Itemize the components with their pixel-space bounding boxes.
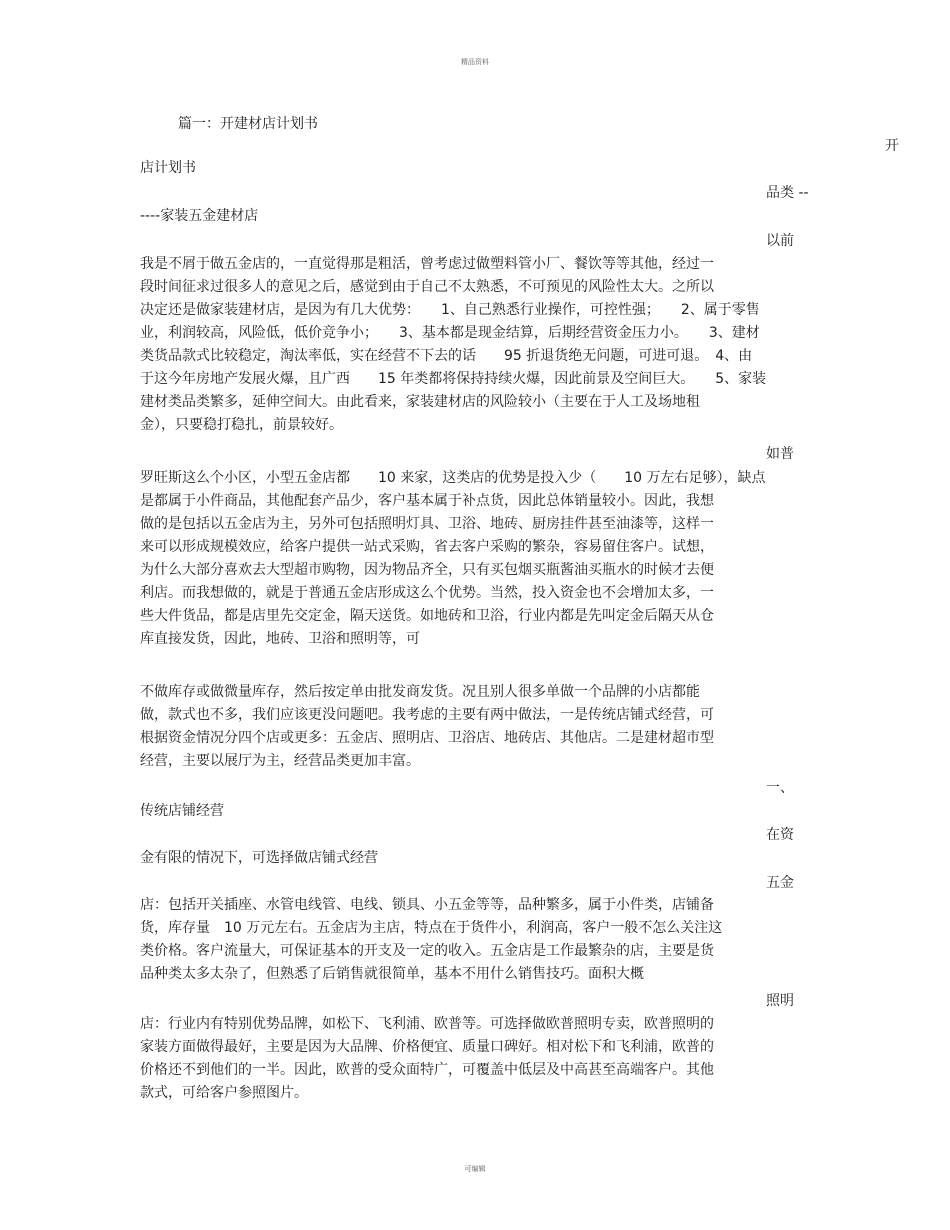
document-title: 篇一：开建材店计划书	[178, 116, 318, 132]
paragraph-line: 利店。而我想做的，就是于普通五金店形成这么个优势。当然，投入资金也不会增加太多，一	[140, 585, 714, 601]
paragraph-line: 类价格。客户流量大，可保证基本的开支及一定的收入。五金店是工作最繁杂的店，主要是货	[140, 943, 714, 959]
paragraph-line: 为什么大部分喜欢去大型超市购物，因为物品齐全，只有买包烟买瓶酱油买瓶水的时候才去便	[140, 562, 714, 578]
paragraph-line: 建材类品类繁多，延伸空间大。由此看来，家装建材店的风险较小（主要在于人工及场地租	[140, 394, 700, 410]
paragraph-line: 品种类太多太杂了，但熟悉了后销售就很简单，基本不用什么销售技巧。面积大概	[140, 966, 644, 982]
margin-note-pinlei: 品类 --	[766, 185, 809, 201]
paragraph-line: 于这今年房地产发展火爆，且广西 15 年类都将保持持续火爆，因此前景及空间巨大。 5、家装	[140, 371, 767, 387]
paragraph-line: 业，利润较高，风险低，低价竞争小； 3、基本都是现金结算，后期经营资金压力小。 3、建材	[140, 325, 760, 341]
paragraph-line: 是都属于小件商品，其他配套产品少，客户基本属于补点货，因此总体销量较小。因此，我想	[140, 493, 714, 509]
title-continuation: 店计划书	[140, 160, 196, 176]
paragraph-line: 经营，主要以展厅为主，经营品类更加丰富。	[140, 753, 420, 769]
paragraph-operation-modes	[140, 681, 740, 773]
page-header: 精品资料	[461, 58, 489, 66]
paragraph-line: 价格还不到他们的一半。因此，欧普的受众面特广，可覆盖中低层及中高甚至高端客户。其他	[140, 1062, 714, 1078]
paragraph-line: 金），只要稳打稳扎，前景较好。	[140, 417, 343, 433]
paragraph-line: 做的是包括以五金店为主，另外可包括照明灯具、卫浴、地砖、厨房挂件甚至油漆等，这样一	[140, 516, 714, 532]
paragraph-line: 我是不屑于做五金店的，一直觉得那是粗活，曾考虑过做塑料管小厂、餐饮等等其他，经过一	[140, 256, 714, 272]
page-footer: 可编辑	[464, 1165, 486, 1173]
paragraph-line: 来可以形成规模效应，给客户提供一站式采购，省去客户采购的繁杂，容易留住客户。试想，	[140, 539, 714, 555]
paragraph-line: 款式，可给客户参照图片。	[140, 1085, 308, 1101]
margin-note-rupu: 如普	[766, 446, 794, 462]
paragraph-line: 段时间征求过很多人的意见之后，感觉到由于自己不太熟悉，不可预见的风险性太大。之所以	[140, 279, 714, 295]
paragraph-line: 类货品款式比较稳定，淘汰率低，实在经营不下去的话 95 折退货绝无问题，可进可退。 4、由	[140, 348, 753, 364]
section-heading: 传统店铺经营	[140, 803, 224, 819]
margin-note-kai: 开	[885, 138, 899, 154]
paragraph-line: 家装方面做得最好，主要是因为大品牌、价格便宜、质量口碑好。相对松下和飞利浦，欧普的	[140, 1039, 714, 1055]
section-line: 金有限的情况下，可选择做店铺式经营	[140, 850, 378, 866]
paragraph-line: 库直接发货，因此，地砖、卫浴和照明等，可	[140, 631, 420, 647]
paragraph-line: 决定还是做家装建材店，是因为有几大优势： 1、自己熟悉行业操作，可控性强； 2、属于零售	[140, 302, 760, 318]
margin-note-zhaoming: 照明	[766, 993, 794, 1009]
paragraph-line: 根据资金情况分四个店或更多：五金店、照明店、卫浴店、地砖店、其他店。二是建材超市型	[140, 730, 714, 746]
margin-note-zaizi: 在资	[766, 827, 794, 843]
paragraph-competition	[140, 467, 766, 651]
paragraph-line: 不做库存或做微量库存，然后按定单由批发商发货。况且别人很多单做一个品牌的小店都能	[140, 684, 700, 700]
paragraph-line: 店：行业内有特别优势品牌，如松下、飞利浦、欧普等。可选择做欧普照明专卖，欧普照明的	[140, 1016, 714, 1032]
margin-note-wujin: 五金	[766, 875, 794, 891]
paragraph-line: 做，款式也不多，我们应该更没问题吧。我考虑的主要有两中做法，一是传统店铺式经营，可	[140, 707, 714, 723]
paragraph-hardware-store	[140, 894, 740, 986]
paragraph-lighting-store	[140, 1013, 740, 1105]
paragraph-line: 些大件货品，都是店里先交定金，隔天送货。如地砖和卫浴，行业内都是先叫定金后隔天从仓	[140, 608, 714, 624]
subtitle-line: ----家装五金建材店	[140, 208, 259, 224]
paragraph-line: 货，库存量 10 万元左右。五金店为主店，特点在于货件小，利润高，客户一般不怎么关注这	[140, 920, 723, 936]
paragraph-line: 店：包括开关插座、水管电线管、电线、锁具、小五金等等，品种繁多，属于小件类，店铺备	[140, 897, 714, 913]
paragraph-advantages	[140, 253, 767, 437]
paragraph-line: 罗旺斯这么个小区，小型五金店都 10 来家，这类店的优势是投入少（ 10 万左右足够），缺点	[140, 470, 766, 486]
margin-note-yi: 一、	[766, 780, 794, 796]
margin-note-yiqian: 以前	[766, 233, 794, 249]
